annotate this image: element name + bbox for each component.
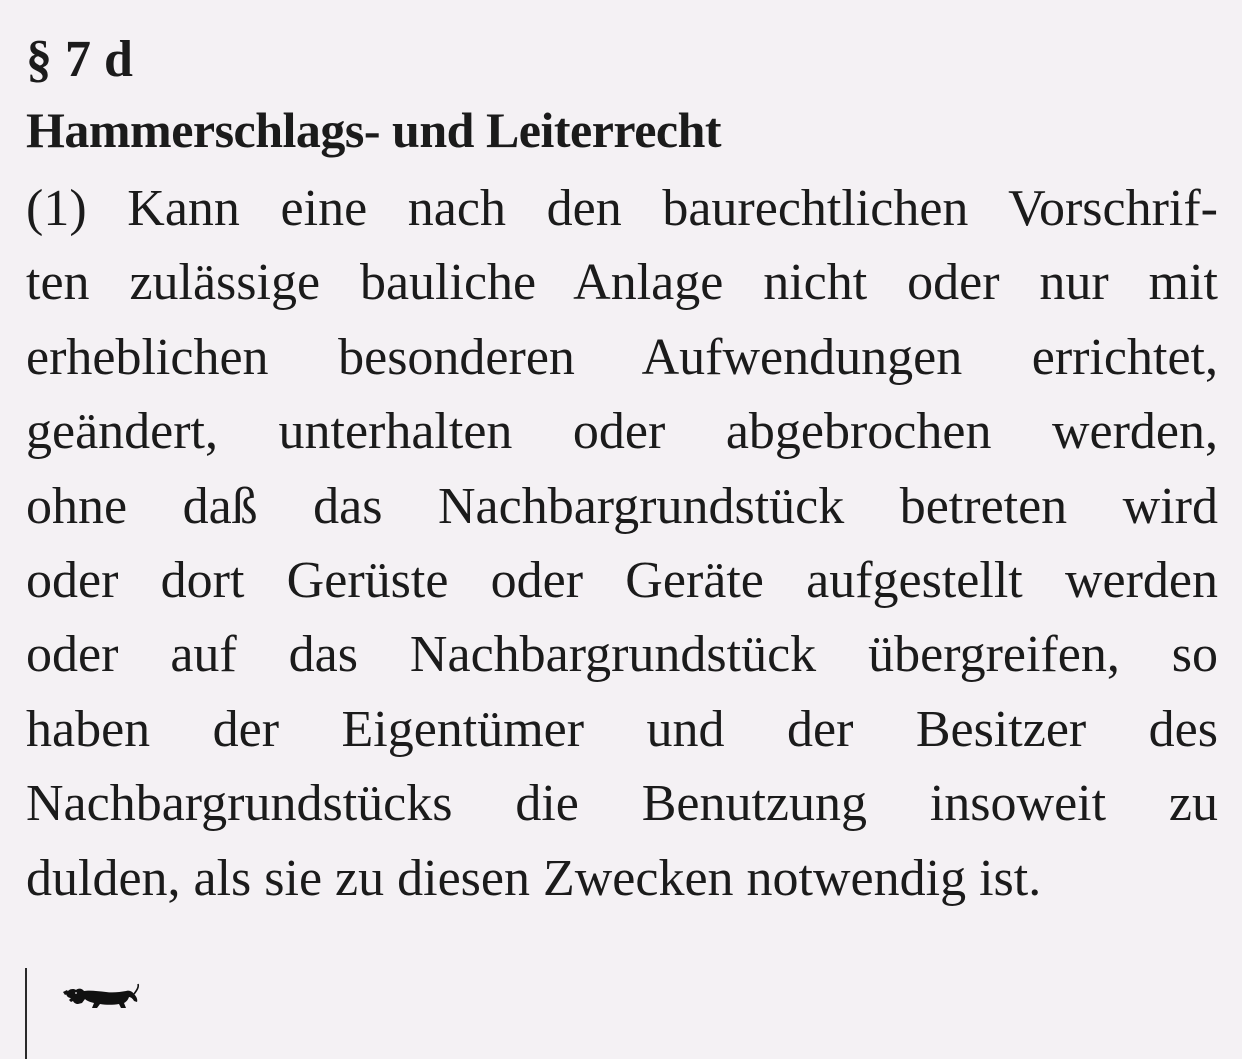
paragraph-line: ohne daß das Nachbargrundstück betreten wird (26, 477, 1218, 535)
lion-emblem-icon (60, 980, 140, 1012)
paragraph-line: (1) Kann eine nach den baurechtlichen Vorschrif- (26, 180, 1218, 237)
paragraph-line: ten zulässige bauliche Anlage nicht oder nur mit (26, 254, 1218, 312)
paragraph-line: dulden, als sie zu diesen Zwecken notwendig ist. (26, 849, 1042, 907)
section-number: § 7 d (26, 31, 133, 88)
paragraph-line: oder dort Gerüste oder Geräte aufgestellt werden (26, 551, 1218, 609)
section-title: Hammerschlags- und Leiterrecht (26, 102, 722, 158)
paragraph-line: haben der Eigentümer und der Besitzer des (26, 700, 1218, 758)
paragraph-line: erheblichen besonderen Aufwendungen errichtet, (26, 328, 1218, 386)
paragraph-line: oder auf das Nachbargrundstück übergreifen, so (26, 626, 1218, 684)
footer-divider (25, 968, 27, 1059)
paragraph-line: Nachbargrundstücks die Benutzung insoweit zu (26, 775, 1218, 833)
paragraph-1 (26, 172, 1218, 916)
paragraph-line: geändert, unterhalten oder abgebrochen werden, (26, 403, 1218, 461)
